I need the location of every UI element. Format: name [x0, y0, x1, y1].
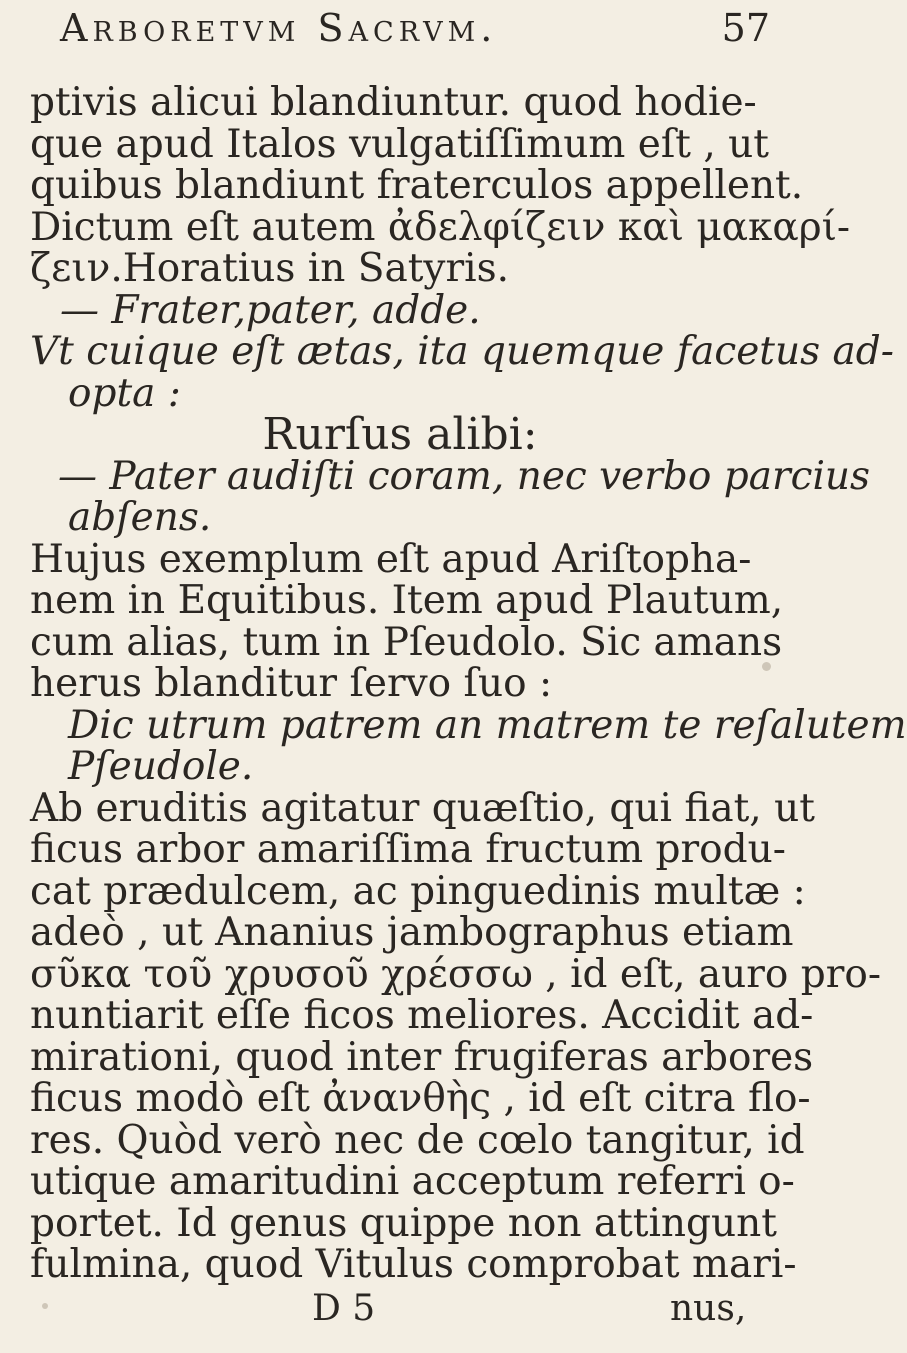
verse-line: Pſeudole.: [68, 744, 254, 789]
verse-line: Dic utrum patrem an matrem te reſalutem: [68, 703, 907, 748]
text-line: res. Quòd verò nec de cœlo tangitur, id: [30, 1118, 805, 1163]
text-line: Hujus exemplum eſt apud Ariſtopha-: [30, 537, 752, 582]
text-line: fulmina, quod Vitulus comprobat mari-: [30, 1242, 797, 1287]
running-title: Arboretvm Sacrvm.: [60, 6, 498, 50]
text-line: nem in Equitibus. Item apud Plautum,: [30, 578, 784, 623]
text-line: ζειν.Horatius in Satyris.: [30, 246, 509, 291]
text-line: mirationi, quod inter frugiferas arbores: [30, 1035, 814, 1080]
text-line: nuntiarit eſſe ficos meliores. Accidit ad-: [30, 993, 814, 1038]
text-line: Dictum eſt autem ἀδελφίζειν καὶ μακαρί-: [30, 205, 851, 250]
verse-line: — Pater audiſti coram, nec verbo parcius: [58, 454, 871, 499]
verse-line: — Frater,pater, adde.: [60, 288, 481, 333]
catchword: nus,: [670, 1288, 747, 1329]
verse-line: abſens.: [68, 495, 212, 540]
ink-spot: [42, 1303, 48, 1309]
page-number: 57: [721, 6, 770, 50]
signature-mark: D 5: [312, 1288, 376, 1329]
verse-line: opta :: [68, 371, 181, 416]
text-line: σῦκα τοῦ χρυσοῦ χρέσσω , id eſt, auro pro-: [30, 952, 882, 997]
text-line: portet. Id genus quippe non attingunt: [30, 1201, 777, 1246]
text-line: cum alias, tum in Pſeudolo. Sic amans: [30, 620, 783, 665]
text-line: ficus modò eſt ἀνανθὴς , id eſt citra flo-: [30, 1076, 811, 1121]
text-line: Ab eruditis agitatur quæſtio, qui fiat, ut: [30, 786, 815, 831]
running-header: [60, 6, 770, 50]
text-line: que apud Italos vulgatiſſimum eſt , ut: [30, 122, 769, 167]
text-line: quibus blandiunt fraterculos appellent.: [30, 163, 804, 208]
text-line: ficus arbor amariſſima fructum produ-: [30, 827, 786, 872]
verse-line: Vt cuique eſt ætas, ita quemque facetus ad-: [30, 329, 894, 374]
text-line: ptivis alicui blandiuntur. quod hodie-: [30, 80, 757, 125]
text-line: herus blanditur ſervo ſuo :: [30, 661, 553, 706]
text-line: cat prædulcem, ac pinguedinis multæ :: [30, 869, 806, 914]
text-line: utique amaritudini acceptum referri o-: [30, 1159, 795, 1204]
text-line: adeò , ut Ananius jambographus etiam: [30, 910, 794, 955]
section-heading: Rurſus alibi:: [262, 409, 538, 460]
